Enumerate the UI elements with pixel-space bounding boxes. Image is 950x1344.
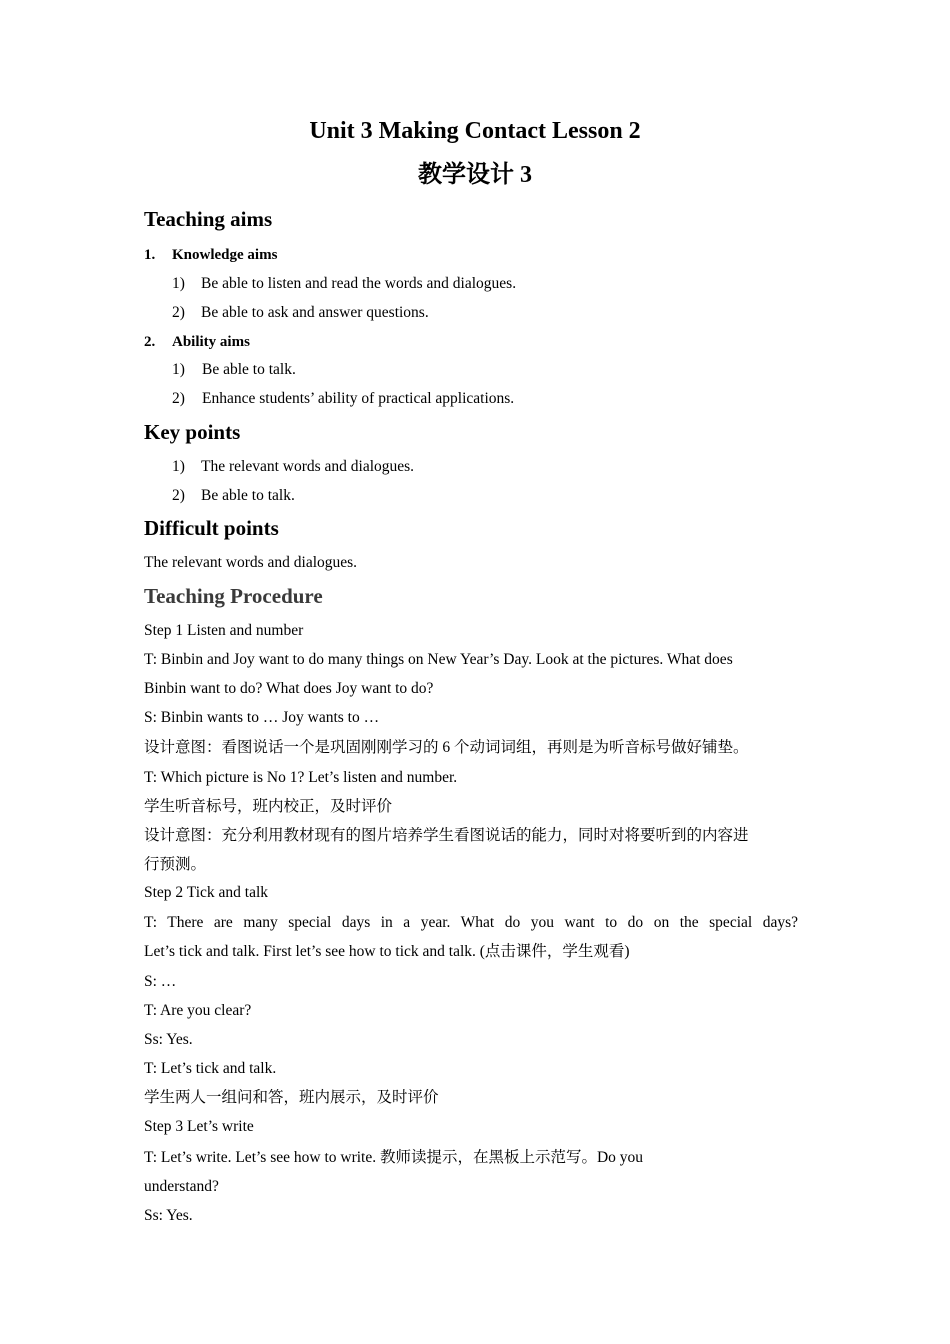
procedure-line: Let’s tick and talk. First let’s see how to tick and talk. (点击课件，学生观看) bbox=[144, 943, 630, 960]
knowledge-aims-item bbox=[144, 245, 277, 265]
procedure-line: 设计意图：看图说话一个是巩固刚刚学习的 6 个动词词组，再则是为听音标号做好铺垫。 bbox=[144, 739, 749, 756]
procedure-line: T: Binbin and Joy want to do many things on New Year’s Day. Look at the pictures. What does bbox=[144, 651, 733, 668]
procedure-line: Binbin want to do? What does Joy want to do? bbox=[144, 680, 434, 697]
procedure-line: T: Let’s write. Let’s see how to write. 教师读提示，在黑板上示范写。Do you bbox=[144, 1149, 644, 1166]
list-text: Be able to ask and answer questions. bbox=[201, 304, 429, 321]
list-item bbox=[172, 303, 429, 323]
list-item bbox=[172, 389, 514, 409]
procedure-line: T: Which picture is No 1? Let’s listen and number. bbox=[144, 769, 458, 786]
list-item bbox=[172, 274, 516, 294]
teaching-procedure-heading: Teaching Procedure bbox=[144, 584, 323, 608]
list-text: Be able to talk. bbox=[202, 361, 296, 378]
list-text: Be able to talk. bbox=[201, 487, 295, 504]
procedure-line: S: … bbox=[144, 973, 177, 990]
list-number: 2. bbox=[144, 334, 156, 350]
procedure-line: 学生两人一组问和答，班内展示，及时评价 bbox=[144, 1089, 439, 1106]
ability-aims-label: Ability aims bbox=[172, 334, 250, 350]
procedure-line: 行预测。 bbox=[144, 856, 207, 873]
list-text: The relevant words and dialogues. bbox=[201, 458, 415, 475]
list-number: 2) bbox=[172, 304, 185, 321]
ability-aims-item bbox=[144, 332, 250, 352]
procedure-line: Step 2 Tick and talk bbox=[144, 884, 269, 901]
procedure-line: understand? bbox=[144, 1178, 219, 1195]
procedure-line: 学生听音标号，班内校正，及时评价 bbox=[144, 798, 393, 815]
procedure-line: Step 3 Let’s write bbox=[144, 1118, 254, 1135]
document-title: Unit 3 Making Contact Lesson 2 bbox=[309, 118, 641, 144]
procedure-line: S: Binbin wants to … Joy wants to … bbox=[144, 709, 380, 726]
list-item bbox=[172, 486, 295, 506]
difficult-points-text: The relevant words and dialogues. bbox=[144, 554, 358, 571]
procedure-line: Ss: Yes. bbox=[144, 1031, 193, 1048]
difficult-points-heading: Difficult points bbox=[144, 516, 279, 540]
list-text: Enhance students’ ability of practical applications. bbox=[202, 390, 515, 407]
procedure-line: T: Let’s tick and talk. bbox=[144, 1060, 277, 1077]
list-text: Be able to listen and read the words and dialogues. bbox=[201, 275, 517, 292]
procedure-line: T: Are you clear? bbox=[144, 1002, 252, 1019]
procedure-line: Ss: Yes. bbox=[144, 1207, 193, 1224]
list-number: 2) bbox=[172, 390, 185, 407]
list-item bbox=[172, 457, 414, 477]
list-number: 1) bbox=[172, 458, 185, 475]
list-number: 1) bbox=[172, 275, 185, 292]
list-number: 2) bbox=[172, 487, 185, 504]
procedure-line: Step 1 Listen and number bbox=[144, 622, 304, 639]
list-number: 1) bbox=[172, 361, 185, 378]
procedure-line: 设计意图：充分利用教材现有的图片培养学生看图说话的能力，同时对将要听到的内容进 bbox=[144, 827, 749, 844]
key-points-heading: Key points bbox=[144, 420, 241, 444]
knowledge-aims-label: Knowledge aims bbox=[172, 247, 278, 263]
list-number: 1. bbox=[144, 247, 156, 263]
document-subtitle: 教学设计 3 bbox=[418, 162, 532, 188]
teaching-aims-heading: Teaching aims bbox=[144, 207, 273, 231]
procedure-line: T: There are many special days in a year. What do you want to do on the special days? bbox=[144, 914, 798, 931]
list-item bbox=[172, 360, 296, 380]
